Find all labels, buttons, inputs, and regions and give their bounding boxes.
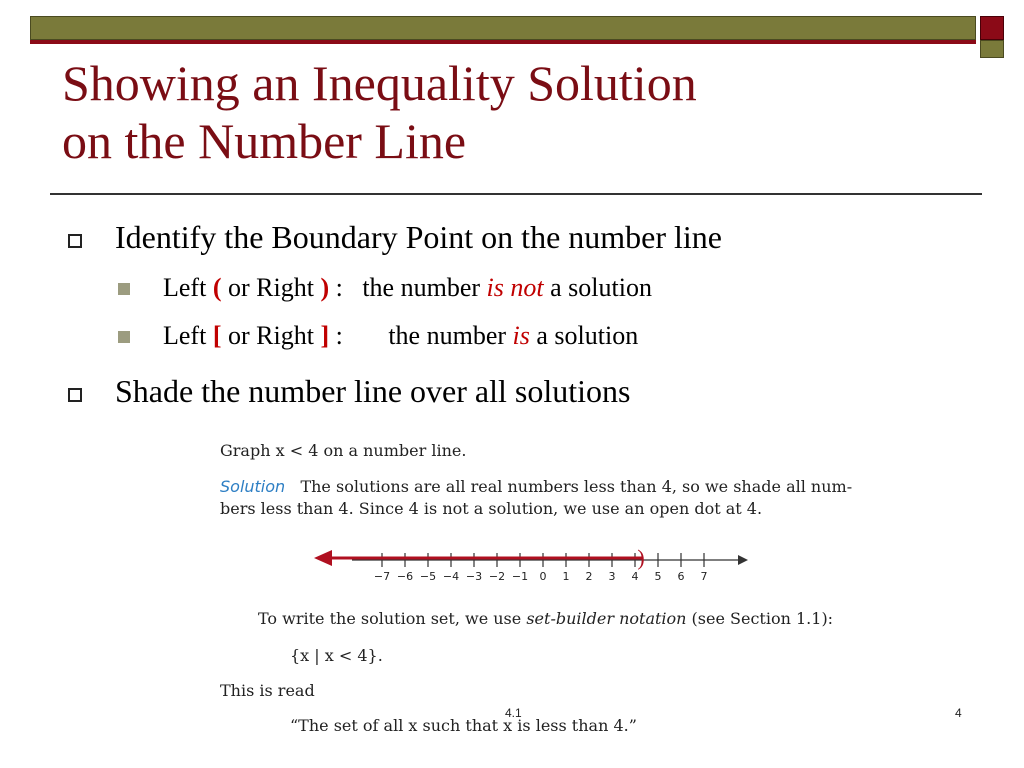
tick-label: 4 [631, 570, 639, 583]
close-bracket-symbol: ] [320, 321, 330, 350]
open-paren-symbol: ( [212, 273, 222, 302]
tick-label: −2 [488, 570, 506, 583]
boundary-paren: ) [637, 545, 645, 570]
tick-label: −4 [442, 570, 460, 583]
sub-bullet-square-icon [118, 331, 130, 343]
bullet-shade-solutions: Shade the number line over all solutions [115, 373, 631, 409]
solution-paragraph: Solution The solutions are all real numbers less than 4, so we shade all num- [220, 477, 853, 496]
graph-prompt: Graph x < 4 on a number line. [220, 441, 467, 460]
tick-label: 6 [677, 570, 685, 583]
title-line-1: Showing an Inequality Solution [62, 55, 697, 111]
title-line-2: on the Number Line [62, 113, 467, 169]
header-bar [30, 16, 976, 40]
axis-right-arrow-icon [738, 555, 748, 565]
title-divider [50, 193, 982, 195]
setbuilder-intro: To write the solution set, we use set-builder notation (see Section 1.1): [258, 609, 834, 628]
tick-label: −3 [465, 570, 483, 583]
is-not-emphasis: is not [486, 273, 544, 302]
is-emphasis: is [512, 321, 530, 350]
tick-label: −1 [511, 570, 529, 583]
tick-label: 1 [562, 570, 570, 583]
slide-number: 4 [955, 706, 962, 720]
corner-square-red [980, 16, 1004, 40]
tick-label: 0 [539, 570, 547, 583]
sub-bullet-square-icon [118, 283, 130, 295]
open-bracket-symbol: [ [212, 321, 222, 350]
tick-label: −7 [373, 570, 391, 583]
solution-left-arrow-icon [314, 550, 332, 566]
bullet-hollow-square-icon [68, 234, 82, 248]
solution-line-2: bers less than 4. Since 4 is not a solution, we use an open dot at 4. [220, 499, 763, 518]
read-label: This is read [220, 681, 315, 700]
close-paren-symbol: ) [320, 273, 330, 302]
number-line-figure [300, 538, 760, 586]
bullet-hollow-square-icon [68, 388, 82, 402]
tick-label: 7 [700, 570, 708, 583]
read-quote: “The set of all x such that x is less than 4.” [290, 716, 637, 735]
tick-label: 5 [654, 570, 662, 583]
sub-bullet-closed-endpoint: Left [ or Right ] : the number is a solution [163, 321, 639, 350]
tick-label: −6 [396, 570, 414, 583]
solution-label: Solution [220, 477, 286, 496]
footer-section-number: 4.1 [505, 706, 522, 720]
tick-label: 3 [608, 570, 616, 583]
bullet-identify-boundary: Identify the Boundary Point on the number line [115, 219, 722, 255]
header-stripe [30, 40, 976, 44]
setbuilder-notation: {x | x < 4}. [290, 646, 383, 665]
corner-square-olive [980, 40, 1004, 58]
tick-label: 2 [585, 570, 593, 583]
slide-title [62, 54, 697, 170]
tick-label: −5 [419, 570, 437, 583]
sub-bullet-open-endpoint: Left ( or Right ) : the number is not a solution [163, 273, 652, 302]
